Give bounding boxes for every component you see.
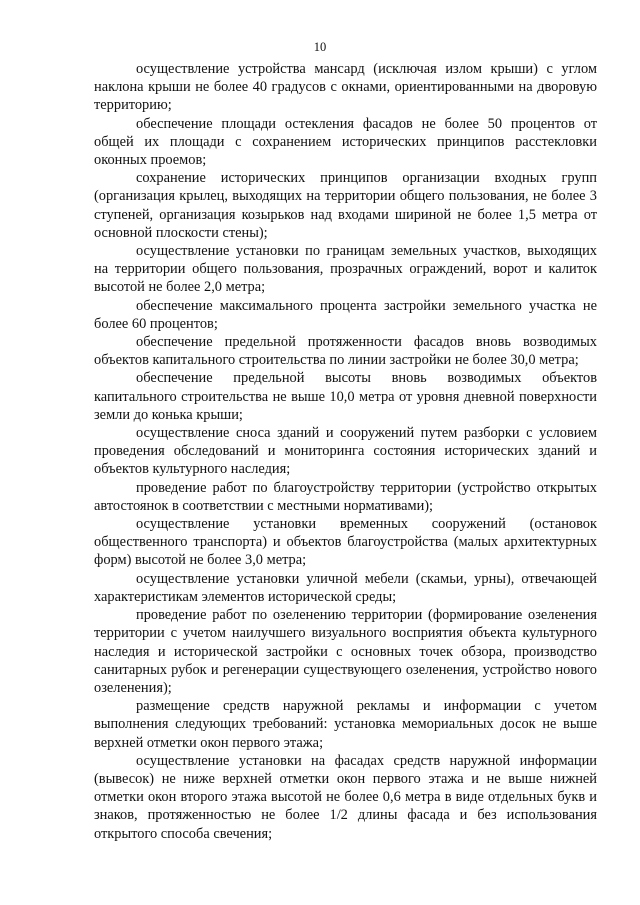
paragraph-fences: осуществление установки по границам земельных участков, выходящих на территории общего пользования, прозрачных ограждений, ворот и калиток высотой не более 2,0 метра; bbox=[94, 243, 597, 296]
paragraph-temporary-structures: осуществление установки временных сооружений (остановок общественного транспорта) и объектов благоустройства (малых архитектурных форм) высотой не более 3,0 метра; bbox=[94, 516, 597, 569]
paragraph-landscaping: проведение работ по благоустройству территории (устройство открытых автостоянок в соответствии с местными нормативами); bbox=[94, 479, 597, 514]
paragraph-facade-signage: осуществление установки на фасадах средств наружной информации (вывесок) не ниже верхней отметки окон первого этажа и не выше нижней отметки окон второго этажа высотой не более 0,6 метра в виде отдельных букв и знаков, протяженностью не более 1/2 длины фасада и без использования открытого способа свечения; bbox=[94, 752, 597, 842]
paragraph-max-height: обеспечение предельной высоты вновь возводимых объектов капитального строительства не выше 10,0 метра от уровня дневной поверхности земли до конька крыши; bbox=[94, 370, 597, 423]
paragraph-glazing: обеспечение площади остекления фасадов не более 50 процентов от общей их площади с сохранением исторических принципов расстекловки оконных проемов; bbox=[94, 115, 597, 169]
paragraph-entrance-groups: сохранение исторических принципов организации входных групп (организация крылец, выходящих на территории общего пользования, не более 3 ступеней, организация козырьков над входами шириной не более 1,5 метра от основной плоскости стены); bbox=[94, 170, 597, 241]
paragraph-max-building-percent: обеспечение максимального процента застройки земельного участка не более 60 процентов; bbox=[94, 297, 597, 332]
paragraph-outdoor-advertising: размещение средств наружной рекламы и информации с учетом выполнения следующих требований: установка мемориальных досок не выше верхней отметки окон первого этажа; bbox=[94, 698, 597, 751]
document-body bbox=[94, 60, 597, 843]
paragraph-demolition: осуществление сноса зданий и сооружений путем разборки с условием проведения обследований и мониторинга состояния исторических зданий и объектов культурного наследия; bbox=[94, 425, 597, 478]
paragraph-facade-length: обеспечение предельной протяженности фасадов вновь возводимых объектов капитального строительства по линии застройки не более 30,0 метра; bbox=[94, 334, 597, 369]
paragraph-mansard: осуществление устройства мансард (исключая излом крыши) с углом наклона крыши не более 40 градусов с окнами, ориентированными на дворовую территорию; bbox=[94, 61, 597, 114]
page-number: 10 bbox=[313, 40, 327, 54]
paragraph-greening: проведение работ по озеленению территории (формирование озеленения территории с учетом наилучшего визуального восприятия объекта культурного наследия и исторической застройки с основных точек обзора, производство санитарных рубок и регенерации существующего озеленения, устройство нового озеленения); bbox=[94, 607, 597, 696]
paragraph-street-furniture: осуществление установки уличной мебели (скамьи, урны), отвечающей характеристикам элементов исторической среды; bbox=[94, 570, 597, 605]
